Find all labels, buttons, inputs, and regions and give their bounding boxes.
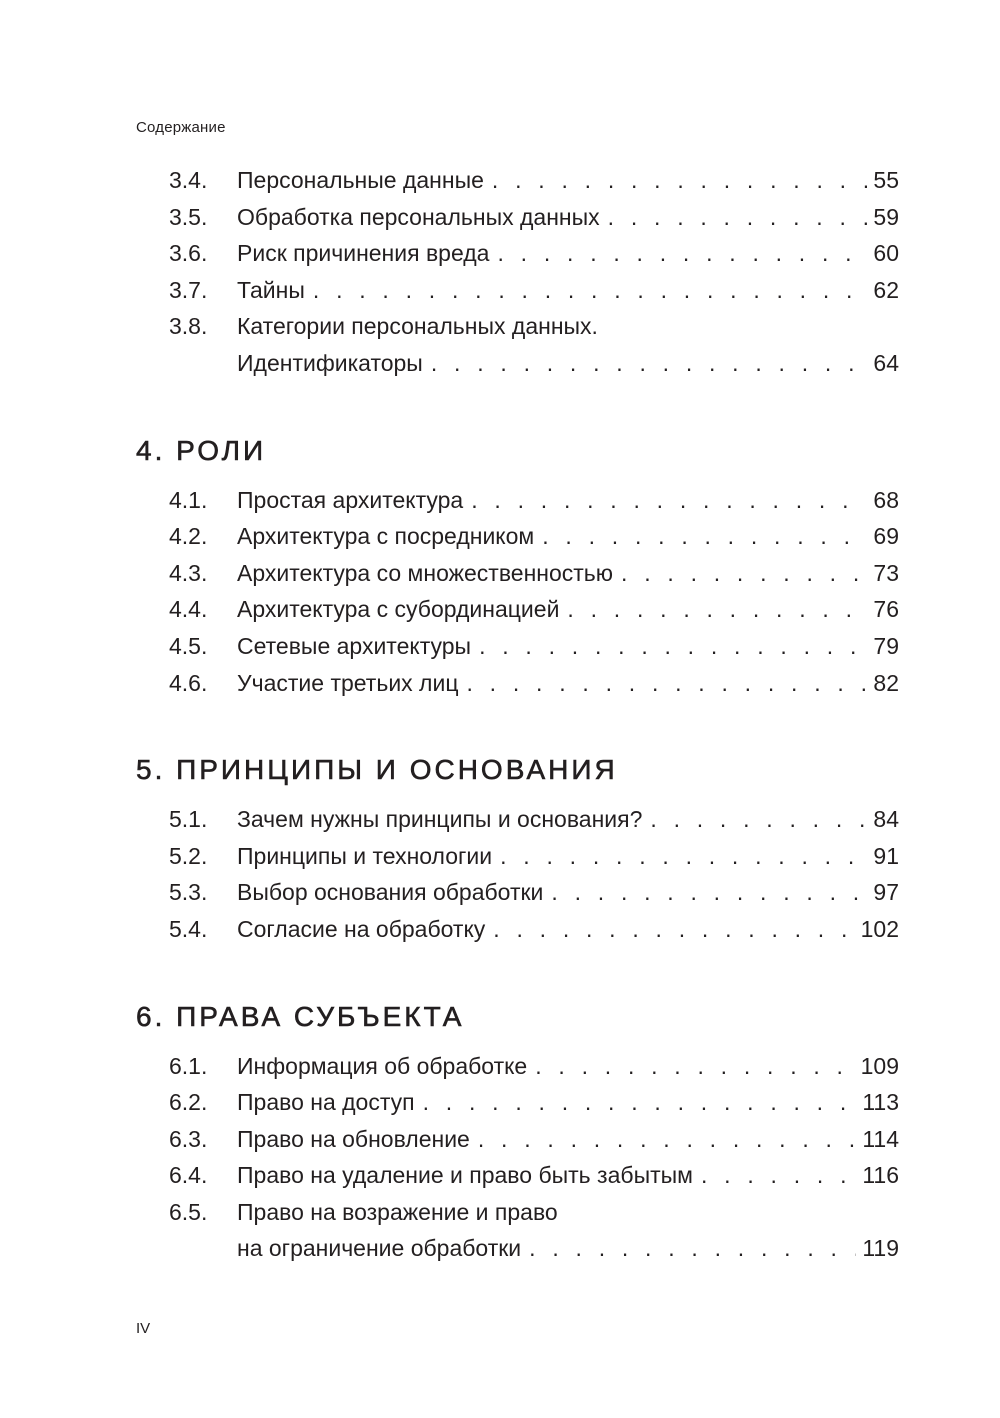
toc-entry-page: 59 xyxy=(873,203,899,230)
toc-entry-title: Архитектура с посредником xyxy=(237,523,535,550)
toc-entry-page: 97 xyxy=(873,879,899,906)
dot-leader xyxy=(423,1084,857,1121)
toc-entry-title: Риск причинения вреда xyxy=(237,240,490,267)
toc-entry[interactable] xyxy=(136,555,899,592)
toc-entry-page: 55 xyxy=(873,167,899,193)
toc-entry[interactable] xyxy=(136,162,899,199)
dot-leader xyxy=(621,555,867,592)
toc-entry-title: Обработка персональных данных xyxy=(237,203,600,230)
toc-entry-number: 6.1. xyxy=(169,1052,208,1079)
dot-leader xyxy=(478,1121,856,1158)
dot-leader xyxy=(500,838,867,875)
page-number: IV xyxy=(136,1320,151,1337)
dot-leader xyxy=(535,1048,854,1085)
toc-chapter xyxy=(136,1000,899,1268)
toc-entry-title-continued: на ограничение обработки xyxy=(237,1235,522,1262)
toc-entry[interactable] xyxy=(136,801,899,838)
toc-entry[interactable] xyxy=(136,308,899,381)
toc-entry[interactable] xyxy=(136,911,899,948)
toc-entry-number: 5.2. xyxy=(169,842,208,869)
toc-chapter xyxy=(136,434,899,702)
toc-entry-page: 69 xyxy=(873,523,899,550)
toc-entry-number: 5.3. xyxy=(169,879,208,906)
toc-entry[interactable] xyxy=(136,874,899,911)
toc-entry-page: 82 xyxy=(873,669,899,696)
toc-entry-number: 4.1. xyxy=(169,486,208,513)
dot-leader xyxy=(492,162,867,199)
toc-entry-page: 79 xyxy=(873,632,899,659)
toc-entry[interactable] xyxy=(136,518,899,555)
toc-entry-title: Согласие на обработку xyxy=(237,915,486,942)
toc-entry-title-continued: Идентификаторы xyxy=(237,349,423,376)
toc-entry-page: 102 xyxy=(860,915,899,942)
toc-entry-number: 4.2. xyxy=(169,523,208,550)
toc-entry-title: Право на доступ xyxy=(237,1089,415,1116)
toc-entry-page: 60 xyxy=(873,240,899,267)
toc-entry-title: Персональные данные xyxy=(237,167,484,193)
toc-entry-page: 113 xyxy=(862,1089,899,1116)
toc-entry-page: 119 xyxy=(862,1235,899,1262)
toc-entry-number: 6.5. xyxy=(169,1198,208,1225)
toc-entry[interactable] xyxy=(136,272,899,309)
dot-leader xyxy=(497,235,867,272)
toc-entry[interactable] xyxy=(136,1084,899,1121)
toc-entry[interactable] xyxy=(136,665,899,702)
toc-entry-title: Право на возражение и право xyxy=(237,1198,558,1225)
toc-entry-page: 76 xyxy=(873,596,899,623)
toc-entry-title: Право на удаление и право быть забытым xyxy=(237,1162,693,1189)
toc-entry-number: 6.2. xyxy=(169,1089,208,1116)
toc-entry-page: 114 xyxy=(862,1125,899,1152)
toc-entry-page: 64 xyxy=(873,349,899,376)
toc-chapter xyxy=(136,162,899,382)
dot-leader xyxy=(467,665,868,702)
toc-entry-page: 116 xyxy=(862,1162,899,1189)
toc-entry-number: 4.5. xyxy=(169,632,208,659)
toc-entry-number: 4.4. xyxy=(169,596,208,623)
dot-leader xyxy=(542,518,867,555)
dot-leader xyxy=(701,1157,856,1194)
toc-entry-title: Выбор основания обработки xyxy=(237,879,544,906)
dot-leader xyxy=(313,272,868,309)
toc-entry-title: Сетевые архитектуры xyxy=(237,632,472,659)
toc-entry[interactable] xyxy=(136,1048,899,1085)
toc-entry-title: Архитектура с субординацией xyxy=(237,596,560,623)
toc-entry-title: Простая архитектура xyxy=(237,486,464,513)
toc-entry[interactable] xyxy=(136,1121,899,1158)
toc-entry-number: 3.7. xyxy=(169,276,208,303)
toc-entry[interactable] xyxy=(136,1194,899,1267)
toc-entry-number: 3.4. xyxy=(169,167,208,193)
chapter-title: 6. ПРАВА СУБЪЕКТА xyxy=(136,1000,465,1032)
table-of-contents xyxy=(136,162,899,1267)
dot-leader xyxy=(567,591,867,628)
toc-entry-title: Архитектура со множественностью xyxy=(237,559,614,586)
toc-entry-number: 5.1. xyxy=(169,806,208,833)
dot-leader xyxy=(479,628,867,665)
toc-entry-number: 5.4. xyxy=(169,915,208,942)
dot-leader xyxy=(493,911,854,948)
toc-entry-title: Право на обновление xyxy=(237,1125,470,1152)
toc-entry-title: Принципы и технологии xyxy=(237,842,493,869)
toc-entry-number: 3.6. xyxy=(169,240,208,267)
toc-entry[interactable] xyxy=(136,235,899,272)
toc-entry-title: Участие третьих лиц xyxy=(237,669,459,696)
dot-leader xyxy=(431,345,868,382)
toc-entry[interactable] xyxy=(136,628,899,665)
toc-entry-number: 3.5. xyxy=(169,203,208,230)
running-head: Содержание xyxy=(136,119,226,136)
toc-entry[interactable] xyxy=(136,838,899,875)
chapter-title: 4. РОЛИ xyxy=(136,434,267,466)
toc-entry-page: 62 xyxy=(873,276,899,303)
dot-leader xyxy=(551,874,867,911)
toc-entry-page: 68 xyxy=(873,486,899,513)
dot-leader xyxy=(529,1230,856,1267)
toc-entry[interactable] xyxy=(136,482,899,519)
toc-entry-page: 109 xyxy=(860,1052,899,1079)
toc-entry-number: 3.8. xyxy=(169,313,208,340)
toc-entry-title: Информация об обработке xyxy=(237,1052,528,1079)
toc-entry-number: 4.6. xyxy=(169,669,208,696)
dot-leader xyxy=(608,199,868,236)
toc-entry[interactable] xyxy=(136,591,899,628)
toc-entry-page: 91 xyxy=(873,842,899,869)
toc-entry-number: 6.4. xyxy=(169,1162,208,1189)
toc-entry-page: 84 xyxy=(873,806,899,833)
toc-entry[interactable] xyxy=(136,199,899,236)
toc-chapter xyxy=(136,753,899,947)
chapter-title: 5. ПРИНЦИПЫ И ОСНОВАНИЯ xyxy=(136,754,618,786)
toc-entry-title: Категории персональных данных. xyxy=(237,313,598,340)
toc-entry-number: 4.3. xyxy=(169,559,208,586)
toc-entry[interactable] xyxy=(136,1157,899,1194)
toc-entry-title: Тайны xyxy=(237,276,305,303)
toc-entry-page: 73 xyxy=(873,559,899,586)
toc-entry-title: Зачем нужны принципы и основания? xyxy=(237,806,643,833)
toc-entry-number: 6.3. xyxy=(169,1125,208,1152)
dot-leader xyxy=(471,482,867,519)
dot-leader xyxy=(650,801,867,838)
